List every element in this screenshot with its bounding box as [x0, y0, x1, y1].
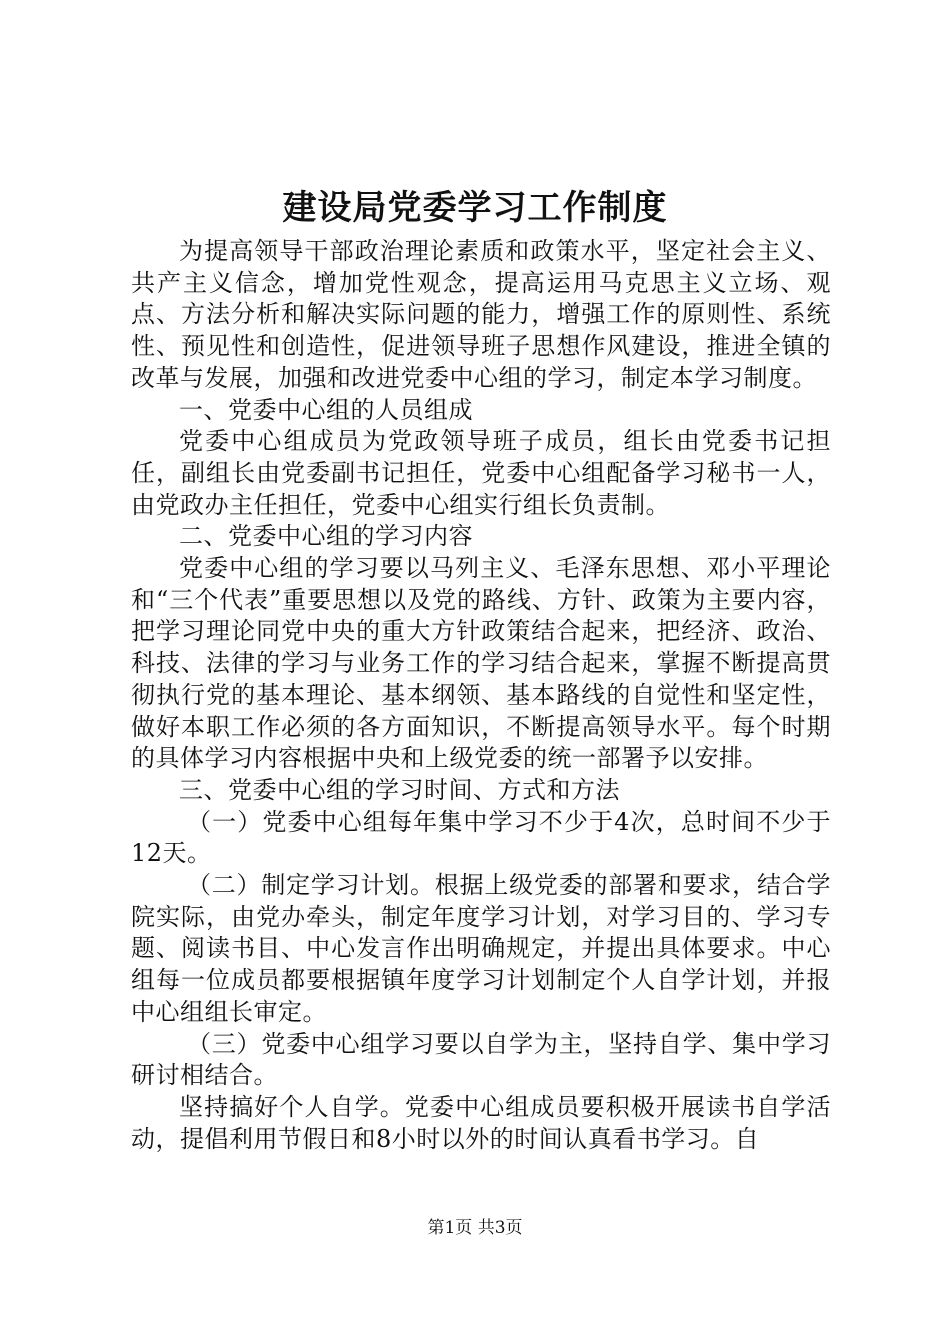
paragraph-item-2: （二）制定学习计划。根据上级党委的部署和要求，结合学院实际，由党办牵头，制定年度学习计划，对学习目的、学习专题、阅读书目、中心发言作出明确规定，并提出具体要求。中心组每一位成员都要根据镇年度学习计划制定个人自学计划，并报中心组组长审定。 [131, 871, 831, 1026]
paragraph-members: 党委中心组成员为党政领导班子成员，组长由党委书记担任，副组长由党委副书记担任，党委中心组配备学习秘书一人，由党政办主任担任，党委中心组实行组长负责制。 [131, 427, 831, 519]
section-heading-1: 一、党委中心组的人员组成 [179, 395, 473, 424]
section-heading-3: 三、党委中心组的学习时间、方式和方法 [179, 775, 620, 804]
page-number: 第1页 共3页 [427, 1218, 523, 1238]
paragraph-content: 党委中心组的学习要以马列主义、毛泽东思想、邓小平理论和“三个代表”重要思想以及党的路线、方针、政策为主要内容，把学习理论同党中央的重大方针政策结合起来，把经济、政治、科技、法律的学习与业务工作的学习结合起来，掌握不断提高贯彻执行党的基本理论、基本纲领、基本路线的自觉性和坚定性，做好本职工作必须的各方面知识，不断提高领导水平。每个时期的具体学习内容根据中央和上级党委的统一部署予以安排。 [131, 554, 831, 773]
paragraph-item-3: （三）党委中心组学习要以自学为主，坚持自学、集中学习研讨相结合。 [131, 1029, 831, 1090]
paragraph-item-1: （一）党委中心组每年集中学习不少于4次，总时间不少于12天。 [131, 807, 831, 868]
document-title: 建设局党委学习工作制度 [282, 188, 668, 228]
document-body [131, 236, 831, 1155]
section-heading-2: 二、党委中心组的学习内容 [179, 522, 473, 551]
paragraph-intro: 为提高领导干部政治理论素质和政策水平，坚定社会主义、共产主义信念，增加党性观念，提高运用马克思主义立场、观点、方法分析和解决实际问题的能力，增强工作的原则性、系统性、预见性和创造性，促进领导班子思想作风建设，推进全镇的改革与发展，加强和改进党委中心组的学习，制定本学习制度。 [131, 237, 831, 392]
paragraph-self-study: 坚持搞好个人自学。党委中心组成员要积极开展读书自学活动，提倡利用节假日和8小时以外的时间认真看书学习。自 [131, 1092, 831, 1153]
